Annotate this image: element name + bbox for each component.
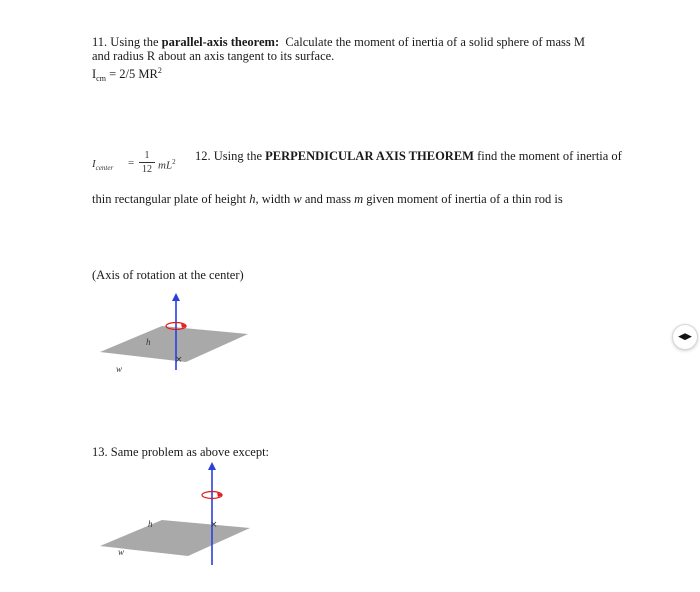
q11-line2: and radius R about an axis tangent to its surface. — [92, 49, 335, 63]
label-w: w — [116, 364, 123, 374]
q12-number: 12. Using the — [195, 149, 266, 163]
center-mark-icon: × — [175, 355, 183, 365]
formula-ml: mL — [158, 159, 173, 172]
q11-line1 — [92, 35, 585, 50]
plate-diagram-edge — [92, 461, 260, 569]
q12-line2 — [92, 192, 563, 207]
formula-i: I — [92, 158, 96, 170]
formula-lhs — [92, 158, 113, 172]
axis-arrow-icon — [172, 293, 180, 301]
given-eq: = 2/5 MR — [105, 67, 158, 81]
nav-arrows-button[interactable] — [672, 324, 698, 350]
label-h: h — [148, 519, 153, 529]
edge-mark-icon: × — [210, 520, 218, 530]
formula-fraction — [139, 150, 155, 175]
left-right-arrows-icon: ◀▶ — [678, 332, 692, 342]
given-i: I — [92, 67, 97, 81]
formula-sup: 2 — [172, 158, 176, 166]
q11-text1: Calculate the moment of inertia of a solid sphere of mass M — [285, 35, 585, 49]
formula-num: 1 — [144, 150, 150, 161]
plate-diagram-center — [92, 292, 256, 374]
q12-text1: find the moment of inertia of — [473, 149, 622, 163]
formula-rhs — [158, 158, 176, 172]
axis-arrow-icon — [208, 462, 216, 470]
q12-m: m — [354, 192, 364, 206]
q12-line1 — [195, 149, 622, 164]
q12-text2a: thin rectangular plate of height — [92, 192, 250, 206]
q12-axis-note: (Axis of rotation at the center) — [92, 268, 244, 282]
q12-w: w — [293, 192, 302, 206]
fraction-bar — [139, 162, 155, 163]
q11-colon: : — [274, 35, 280, 49]
q12-text2c: and mass — [301, 192, 355, 206]
q11-number: 11. Using the — [92, 35, 162, 49]
label-w: w — [118, 547, 125, 557]
q11-theorem: parallel-axis theorem — [161, 35, 275, 49]
label-h: h — [146, 337, 151, 347]
q13-text: 13. Same problem as above except: — [92, 445, 270, 459]
given-sup: 2 — [157, 66, 162, 75]
formula-den: 12 — [142, 164, 152, 175]
q12-text2d: given moment of inertia of a thin rod is — [363, 192, 563, 206]
q12-h: h — [249, 192, 256, 206]
formula-sub: center — [95, 164, 114, 173]
formula-eq: = — [128, 157, 135, 169]
q11-given — [92, 63, 162, 86]
given-sub: cm — [96, 74, 106, 83]
q12-text2b: , width — [255, 192, 294, 206]
q12-theorem: PERPENDICULAR AXIS THEOREM — [265, 149, 474, 163]
plate — [100, 326, 248, 362]
